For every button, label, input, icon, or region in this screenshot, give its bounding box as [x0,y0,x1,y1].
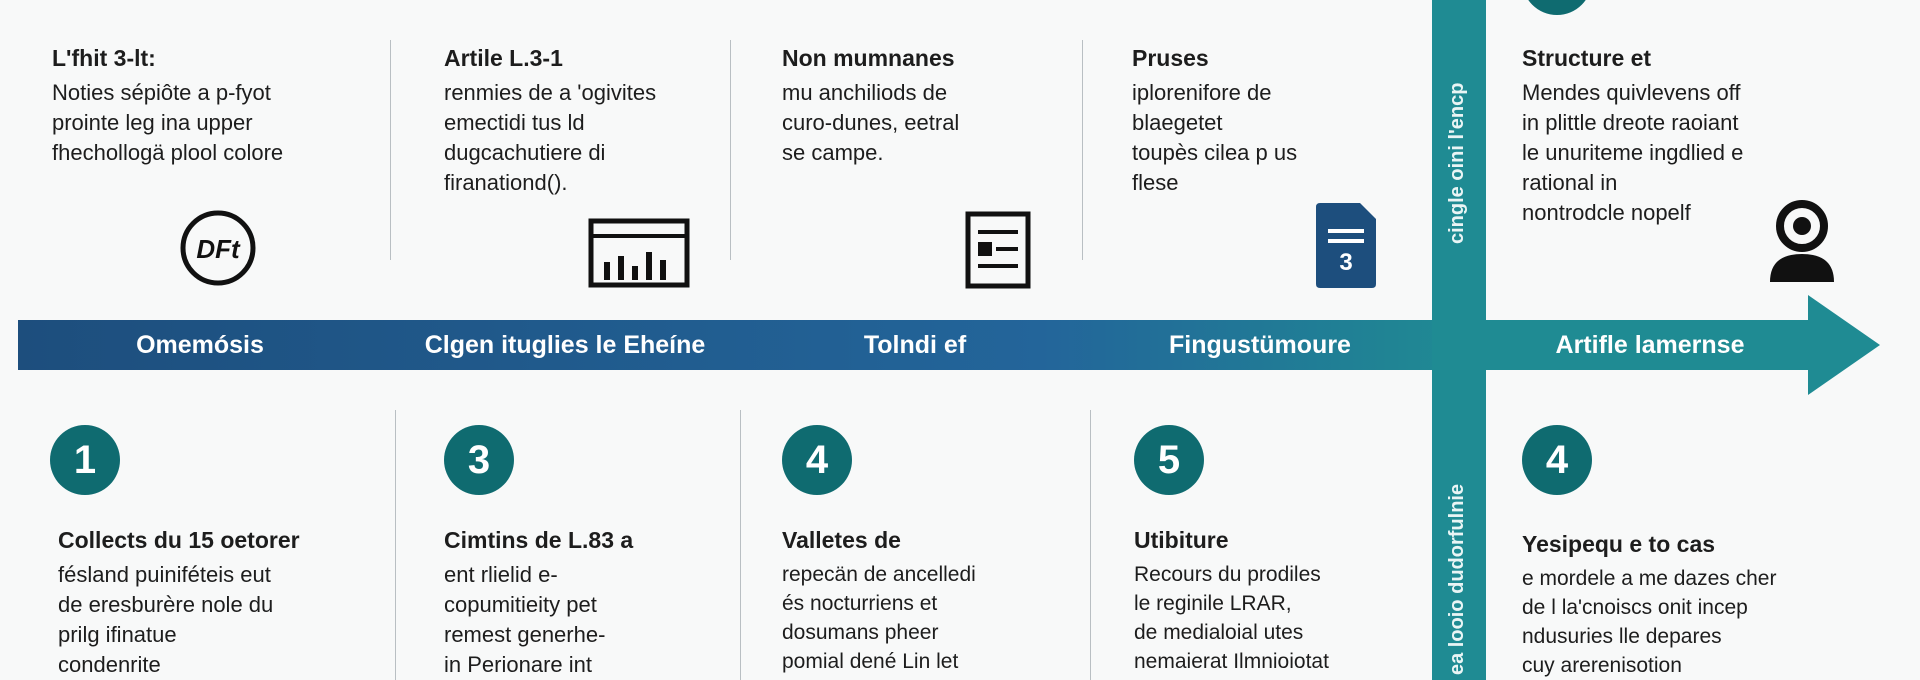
document-list-icon [964,210,1032,295]
bottom-step-4 [1134,526,1424,676]
column-divider [1082,40,1083,260]
top-step-text: Noties sépiôte a p-fyot prointe leg ina upper fhechollogä plool colore [52,80,284,165]
svg-text:DFt: DFt [196,234,240,264]
top-step-1 [52,44,372,168]
bottom-step-text: repecän de ancelledi és nocturriens et dosumans pheer pomial dené Lin let [782,563,976,673]
step-number: 1 [50,425,120,495]
band-label-2: Clgen ituglies le Eheíne [424,331,706,359]
bottom-step-title: Utibiture [1134,527,1229,553]
top-step-title: Non mumnanes [782,45,955,71]
top-step-title: L'fhit 3-lt: [52,45,156,71]
top-step-text: iplorenifore de blaegetet toupès cilea p us flese [1132,80,1298,195]
bottom-step-5 [1522,530,1872,680]
step-number: 3 [444,425,514,495]
column-divider [740,410,741,680]
top-step-title: Structure et [1522,45,1652,71]
top-step-text: Mendes quivlevens off in plittle dreote raoiant le unuriteme ingdlied e rational in nontrodcle nopelf [1522,80,1744,225]
bottom-step-3 [782,526,1082,676]
band-label-5: Artifle lamernse [1555,331,1745,359]
step-number: 4 [1522,425,1592,495]
top-circle [1522,0,1592,15]
band-label-1: Omemósis [136,331,264,359]
chart-panel-icon [588,218,690,293]
step-number: 4 [782,425,852,495]
bottom-step-text: fésland puiniféteis eut de eresburère nole du prilg ifinatue condenrite [58,562,274,677]
person-avatar-icon [1766,196,1838,289]
bottom-step-title: Collects du 15 oetorer [58,527,300,553]
bottom-step-text: ent rlielid e- copumitieity pet remest generhe- in Perionare int [444,562,606,677]
step-number: 5 [1134,425,1204,495]
top-step-title: Artile L.3-1 [444,45,563,71]
vertical-bar-bottom-text: ea looio dudorfulnie [1446,483,1468,675]
dft-logo-icon [178,208,258,293]
band-label-3: Tolndi ef [863,331,967,359]
column-divider [1090,410,1091,680]
bottom-step-title: Valletes de [782,527,901,553]
top-step-4 [1132,44,1422,198]
bottom-step-title: Yesipequ e to cas [1522,531,1716,557]
top-step-3 [782,44,1082,168]
top-step-text: mu anchiliods de curo-dunes, eetral se campe. [782,80,960,165]
top-step-title: Pruses [1132,45,1209,71]
numbered-file-icon [1316,203,1376,288]
top-step-text: renmies de a 'ogivites emectidi tus ld dugcachutiere di firanationd(). [444,80,657,195]
bottom-step-title: Cimtins de L.83 a [444,527,634,553]
top-step-2 [444,44,744,198]
vertical-bar-top-text: cingle oini l'encp [1446,82,1468,244]
column-divider [390,40,391,260]
column-divider [730,40,731,260]
column-divider [395,410,396,680]
bottom-step-text: e mordele a me dazes cher de l la'cnoiscs onit incep ndusuries lle depares cuy arerenisotion [1522,567,1777,677]
bottom-step-2 [444,526,734,680]
file-number-label: 3 [1339,249,1353,276]
bottom-step-1 [58,526,378,680]
band-label-4: Fingustümoure [1169,331,1351,359]
bottom-step-text: Recours du prodiles le reginile LRAR, de medialoial utes nemaierat Ilmnioiotat [1134,563,1329,673]
